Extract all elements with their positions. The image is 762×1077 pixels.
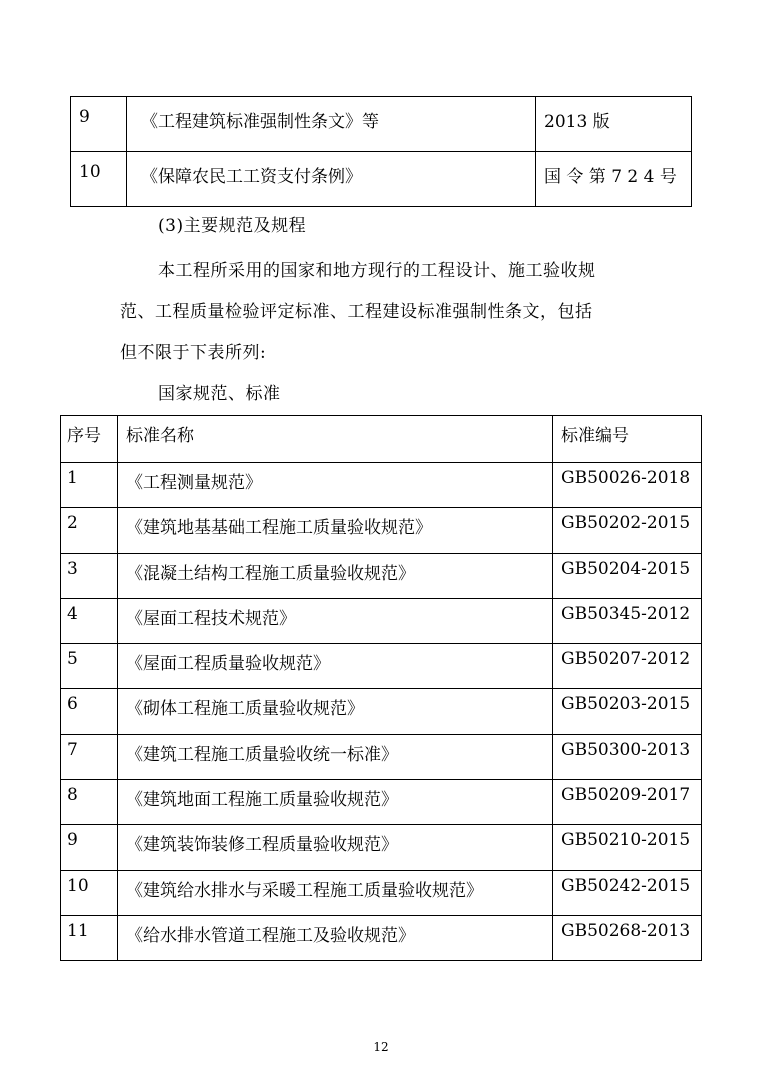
regulation-reference: 国 令 第 7 2 4 号	[536, 152, 692, 207]
table-header-row	[61, 416, 702, 463]
table-row	[61, 825, 702, 870]
header-number: 序号	[61, 416, 118, 463]
standard-name: 《混凝土结构工程施工质量验收规范》	[118, 553, 553, 598]
standard-code: GB50026-2018	[553, 463, 702, 508]
table-row	[61, 870, 702, 915]
standard-name: 《建筑工程施工质量验收统一标准》	[118, 734, 553, 779]
paragraph-line: 但不限于下表所列:	[120, 343, 267, 363]
row-number: 2	[61, 508, 118, 553]
regulation-name: 《保障农民工工资支付条例》	[127, 152, 536, 207]
row-number: 5	[61, 644, 118, 689]
standard-code: GB50242-2015	[553, 870, 702, 915]
table-row	[61, 915, 702, 960]
row-number: 10	[61, 870, 118, 915]
row-number: 4	[61, 598, 118, 643]
standard-name: 《建筑地面工程施工质量验收规范》	[118, 780, 553, 825]
table-row	[61, 780, 702, 825]
standard-code: GB50203-2015	[553, 689, 702, 734]
standard-code: GB50207-2012	[553, 644, 702, 689]
standard-name: 《建筑装饰装修工程质量验收规范》	[118, 825, 553, 870]
standard-name: 《屋面工程质量验收规范》	[118, 644, 553, 689]
standard-name: 《砌体工程施工质量验收规范》	[118, 689, 553, 734]
row-number: 9	[61, 825, 118, 870]
regulation-name: 《工程建筑标准强制性条文》等	[127, 97, 536, 152]
paragraph-line: 范、工程质量检验评定标准、工程建设标准强制性条文，包括	[120, 302, 593, 322]
row-number: 10	[71, 152, 127, 207]
row-number: 1	[61, 463, 118, 508]
standard-code: GB50210-2015	[553, 825, 702, 870]
regulation-reference: 2013 版	[536, 97, 692, 152]
standard-name: 《屋面工程技术规范》	[118, 598, 553, 643]
table-row	[61, 644, 702, 689]
row-number: 11	[61, 915, 118, 960]
national-standards-table	[60, 415, 702, 961]
standard-code: GB50202-2015	[553, 508, 702, 553]
continued-regulations-table	[70, 96, 692, 207]
table-row	[61, 734, 702, 779]
standard-name: 《建筑地基基础工程施工质量验收规范》	[118, 508, 553, 553]
standard-code: GB50345-2012	[553, 598, 702, 643]
standard-name: 《工程测量规范》	[118, 463, 553, 508]
table-row	[61, 598, 702, 643]
header-name: 标准名称	[118, 416, 553, 463]
row-number: 6	[61, 689, 118, 734]
table-row	[71, 152, 692, 207]
standard-code: GB50300-2013	[553, 734, 702, 779]
standard-name: 《建筑给水排水与采暖工程施工质量验收规范》	[118, 870, 553, 915]
row-number: 7	[61, 734, 118, 779]
table-row	[61, 689, 702, 734]
row-number: 3	[61, 553, 118, 598]
standard-code: GB50268-2013	[553, 915, 702, 960]
header-code: 标准编号	[553, 416, 702, 463]
paragraph-line: 本工程所采用的国家和地方现行的工程设计、施工验收规	[158, 261, 596, 281]
table-row	[71, 97, 692, 152]
table-row	[61, 553, 702, 598]
table-row	[61, 508, 702, 553]
row-number: 8	[61, 780, 118, 825]
standard-code: GB50209-2017	[553, 780, 702, 825]
section-heading: (3)主要规范及规程	[158, 216, 307, 236]
standard-name: 《给水排水管道工程施工及验收规范》	[118, 915, 553, 960]
row-number: 9	[71, 97, 127, 152]
table-caption: 国家规范、标准	[158, 384, 281, 404]
page-number: 12	[373, 1040, 389, 1054]
table-row	[61, 463, 702, 508]
standard-code: GB50204-2015	[553, 553, 702, 598]
